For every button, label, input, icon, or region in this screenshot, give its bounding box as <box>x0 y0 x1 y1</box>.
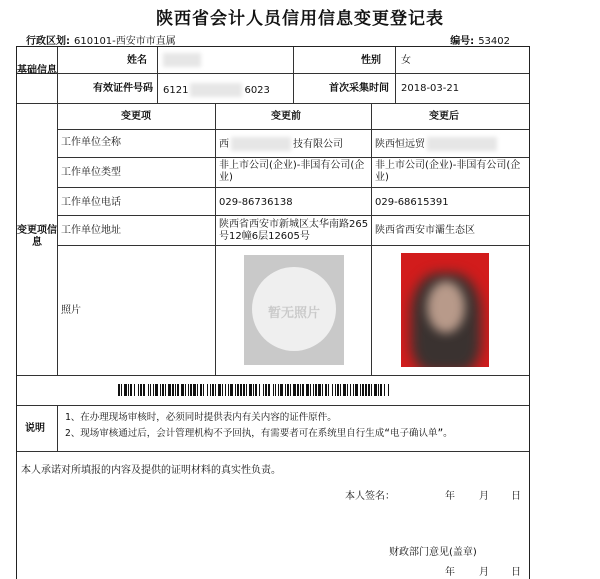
district <box>26 32 176 47</box>
id-suffix: 6023 <box>244 85 270 96</box>
notes-line2: 2、现场审核通过后，会计管理机构不予回执，有需要者可在系统里自行生成“电子确认单”。 <box>65 428 453 439</box>
gender-label: 性别 <box>361 55 381 66</box>
row2-before: 非上市公司(企业)-非国有公司(企业) <box>219 160 365 183</box>
id-label: 有效证件号码 <box>93 83 153 94</box>
approval-label: 财政部门意见(盖章) <box>389 547 477 558</box>
row4-before: 陕西省西安市新城区太华南路265号12幢6层12605号 <box>219 219 369 242</box>
change-section-label: 变更项信息 <box>17 225 57 248</box>
gender-value: 女 <box>401 55 411 66</box>
row1-before-suffix: 技有限公司 <box>293 139 343 150</box>
row3-before: 029-86736138 <box>219 197 293 208</box>
row1-item: 工作单位全称 <box>61 137 121 148</box>
row1-after-text: 陕西恒远贸 <box>375 139 425 150</box>
number-value: 53402 <box>478 36 510 47</box>
no-photo-text: 暂无照片 <box>267 306 320 321</box>
col-item-header: 变更项 <box>121 111 151 122</box>
row2-after: 非上市公司(企业)-非国有公司(企业) <box>375 160 521 183</box>
row4-item: 工作单位地址 <box>61 225 121 236</box>
row2-item: 工作单位类型 <box>61 167 121 178</box>
district-value: 610101-西安市市直属 <box>74 36 176 47</box>
id-photo <box>401 253 489 367</box>
row1-before <box>219 137 343 151</box>
basic-section-label: 基础信息 <box>17 65 57 76</box>
name-value <box>163 53 201 67</box>
row3-item: 工作单位电话 <box>61 197 121 208</box>
approval-day: 日 <box>511 567 521 578</box>
row5-item: 照片 <box>61 305 81 316</box>
form-table <box>16 46 530 579</box>
col-after-header: 变更后 <box>429 111 459 122</box>
row1-after <box>375 137 497 151</box>
decl-month: 月 <box>479 491 489 502</box>
notes-label: 说明 <box>25 423 45 434</box>
first-time-label: 首次采集时间 <box>329 83 389 94</box>
id-value <box>163 83 270 97</box>
form-number <box>450 32 510 47</box>
form-title: 陕西省会计人员信用信息变更登记表 <box>156 9 444 29</box>
no-photo-placeholder <box>244 255 344 365</box>
row1-before-prefix: 西 <box>219 139 229 150</box>
decl-year: 年 <box>445 491 455 502</box>
signature-label: 本人签名： <box>345 491 395 502</box>
barcode <box>118 384 393 396</box>
row3-after: 029-68615391 <box>375 197 449 208</box>
col-before-header: 变更前 <box>271 111 301 122</box>
decl-day: 日 <box>511 491 521 502</box>
approval-year: 年 <box>445 567 455 578</box>
id-prefix: 6121 <box>163 85 189 96</box>
first-time-value: 2018-03-21 <box>401 83 460 94</box>
row4-after: 陕西省西安市灞生态区 <box>375 225 475 236</box>
name-label: 姓名 <box>127 55 147 66</box>
notes-line1: 1、在办理现场审核时，必须同时提供表内有关内容的证件原件。 <box>65 412 337 423</box>
district-label: 行政区划: <box>26 36 70 47</box>
approval-month: 月 <box>479 567 489 578</box>
declaration-text: 本人承诺对所填报的内容及提供的证明材料的真实性负责。 <box>21 465 281 476</box>
number-label: 编号: <box>450 36 475 47</box>
